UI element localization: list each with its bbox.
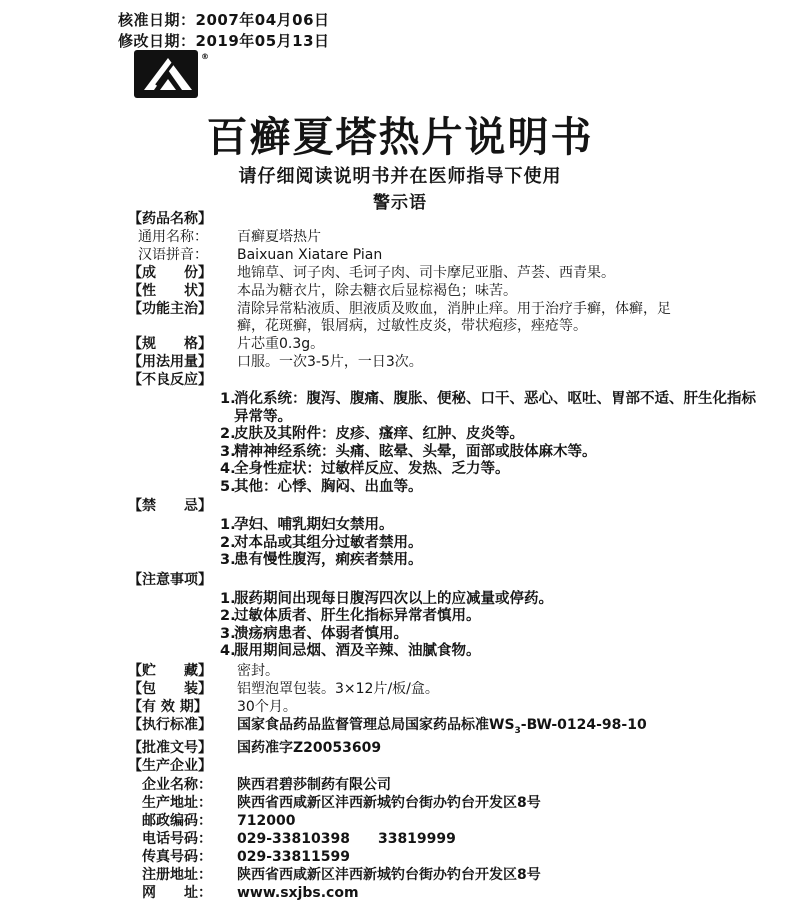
- address-label: 生产地址：: [142, 795, 212, 812]
- validity-label: 【有 效 期】: [128, 698, 208, 715]
- phone-row: [128, 831, 800, 848]
- fax: 029-33811599: [237, 849, 350, 866]
- list-item: 1. 服药期间出现每日腹泻四次以上的应减量或停药。: [220, 590, 553, 607]
- indications: 清除异常粘液质、胆液质及败血，消肿止痒。用于治疗手癣，体癣，足癣，花斑癣，银屑病，过敏性皮炎，带状疱疹，痤疮等。: [237, 301, 671, 334]
- website-label: 网 址：: [142, 885, 212, 902]
- validity: 30个月。: [237, 698, 297, 715]
- date-block: [118, 10, 330, 52]
- company-label: 【生产企业】: [128, 758, 212, 775]
- list-item: 3. 患有慢性腹泻，痢疾者禁用。: [220, 552, 423, 568]
- approval-row: [128, 740, 800, 757]
- list-item: 1. 消化系统：腹泻、腹痛、腹胀、便秘、口干、恶心、呕吐、胃部不适、肝生化指标异常等。: [220, 391, 756, 425]
- pinyin-label: 汉语拼音：: [138, 247, 208, 263]
- package: 铝塑泡罩包装。3×12片/板/盒。: [237, 680, 439, 697]
- adverse-label: 【不良反应】: [128, 372, 212, 388]
- ingredients-label: 【成 份】: [128, 265, 212, 281]
- ingredients: 地锦草、诃子肉、毛诃子肉、司卡摩尼亚脂、芦荟、西青果。: [237, 265, 615, 281]
- storage: 密封。: [237, 662, 279, 679]
- fax-row: [128, 849, 800, 866]
- website[interactable]: www.sxjbs.com: [237, 885, 359, 902]
- drug-name-label: 【药品名称】: [128, 211, 212, 227]
- properties: 本品为糖衣片，除去糖衣后显棕褐色；味苦。: [237, 283, 517, 299]
- standard: 国家食品药品监督管理总局国家药品标准$WS_3-BW-0124-98-10$: [237, 716, 647, 736]
- revision-date-line: [118, 31, 330, 52]
- indications-label: 【功能主治】: [128, 301, 212, 317]
- precautions-list: [128, 591, 800, 661]
- approval-number: 国药准字Z20053609: [237, 740, 382, 757]
- package-row: [128, 681, 800, 698]
- spec-label: 【规 格】: [128, 336, 212, 352]
- website-row: [128, 885, 800, 902]
- postcode: 712000: [237, 813, 296, 830]
- company-name-row: [128, 777, 800, 794]
- fax-label: 传真号码：: [142, 849, 212, 866]
- standard-label: 【执行标准】: [128, 716, 212, 733]
- approval-label: 【批准文号】: [128, 740, 212, 757]
- generic-name-label: 通用名称：: [138, 229, 208, 245]
- approval-date: 2007年04月06日: [195, 11, 330, 29]
- drug-name-row: [128, 211, 800, 228]
- warning-heading: 警示语: [373, 193, 427, 213]
- list-item: 2. 皮肤及其附件：皮疹、瘙痒、红肿、皮炎等。: [220, 426, 524, 442]
- standard-row: [128, 717, 800, 740]
- pinyin-row: [128, 247, 800, 264]
- dosage-row: [128, 354, 800, 371]
- dosage: 口服。一次3-5片，一日3次。: [237, 354, 423, 370]
- company-name-label: 企业名称：: [142, 777, 212, 794]
- address: 陕西省西咸新区沣西新城钓台街办钓台开发区8号: [237, 795, 541, 812]
- postcode-label: 邮政编码：: [142, 813, 212, 830]
- list-item: 3. 精神神经系统：头痛、眩晕、头晕，面部或肢体麻木等。: [220, 443, 597, 460]
- list-item: 4. 服用期间忌烟、酒及辛辣、油腻食物。: [220, 643, 481, 659]
- contra-label: 【禁 忌】: [128, 498, 212, 514]
- postcode-row: [128, 813, 800, 830]
- generic-name-row: [128, 229, 800, 246]
- reg-address: 陕西省西咸新区沣西新城钓台街办钓台开发区8号: [237, 867, 541, 884]
- ingredients-row: [128, 265, 800, 282]
- list-item: 3. 溃疡病患者、体弱者慎用。: [220, 625, 408, 642]
- storage-row: [128, 663, 800, 680]
- indications-row: [128, 301, 800, 335]
- spec-row: [128, 336, 800, 353]
- list-item: 2. 对本品或其组分过敏者禁用。: [220, 534, 423, 551]
- list-item: 5. 其他：心悸、胸闷、出血等。: [220, 478, 423, 495]
- revision-date: 2019年05月13日: [195, 32, 330, 50]
- phone: 029-33810398 33819999: [237, 831, 456, 848]
- address-row: [128, 795, 800, 812]
- storage-label: 【贮 藏】: [128, 662, 212, 679]
- spec: 片芯重0.3g。: [237, 336, 325, 352]
- precautions-label: 【注意事项】: [128, 571, 212, 588]
- list-item: 4. 全身性症状：过敏样反应、发热、乏力等。: [220, 461, 510, 477]
- properties-row: [128, 283, 800, 300]
- properties-label: 【性 状】: [128, 283, 212, 299]
- leaflet-content: [128, 211, 800, 903]
- generic-name: 百癣夏塔热片: [237, 229, 321, 245]
- company-name: 陕西君碧莎制药有限公司: [237, 777, 391, 794]
- reg-address-row: [128, 867, 800, 884]
- approval-date-label: 核准日期：: [118, 11, 196, 29]
- subtitle: 请仔细阅读说明书并在医师指导下使用: [238, 166, 562, 187]
- validity-row: [128, 699, 800, 716]
- approval-date-line: [118, 10, 330, 31]
- package-label: 【包 装】: [128, 680, 212, 697]
- pinyin: Baixuan Xiatare Pian: [237, 247, 383, 263]
- phone-label: 电话号码：: [142, 831, 212, 848]
- list-item: 1. 孕妇、哺乳期妇女禁用。: [220, 517, 394, 533]
- registered-mark: ®: [201, 52, 209, 61]
- dosage-label: 【用法用量】: [128, 354, 212, 370]
- page-title: 百癣夏塔热片说明书: [206, 113, 594, 161]
- adverse-list: [128, 391, 800, 496]
- revision-date-label: 修改日期：: [118, 32, 196, 50]
- reg-address-label: 注册地址：: [142, 867, 212, 884]
- company-block: [128, 777, 800, 902]
- company-logo-icon: [134, 50, 198, 98]
- list-item: 2. 过敏体质者、肝生化指标异常者慎用。: [220, 608, 481, 624]
- contra-list: [128, 517, 800, 570]
